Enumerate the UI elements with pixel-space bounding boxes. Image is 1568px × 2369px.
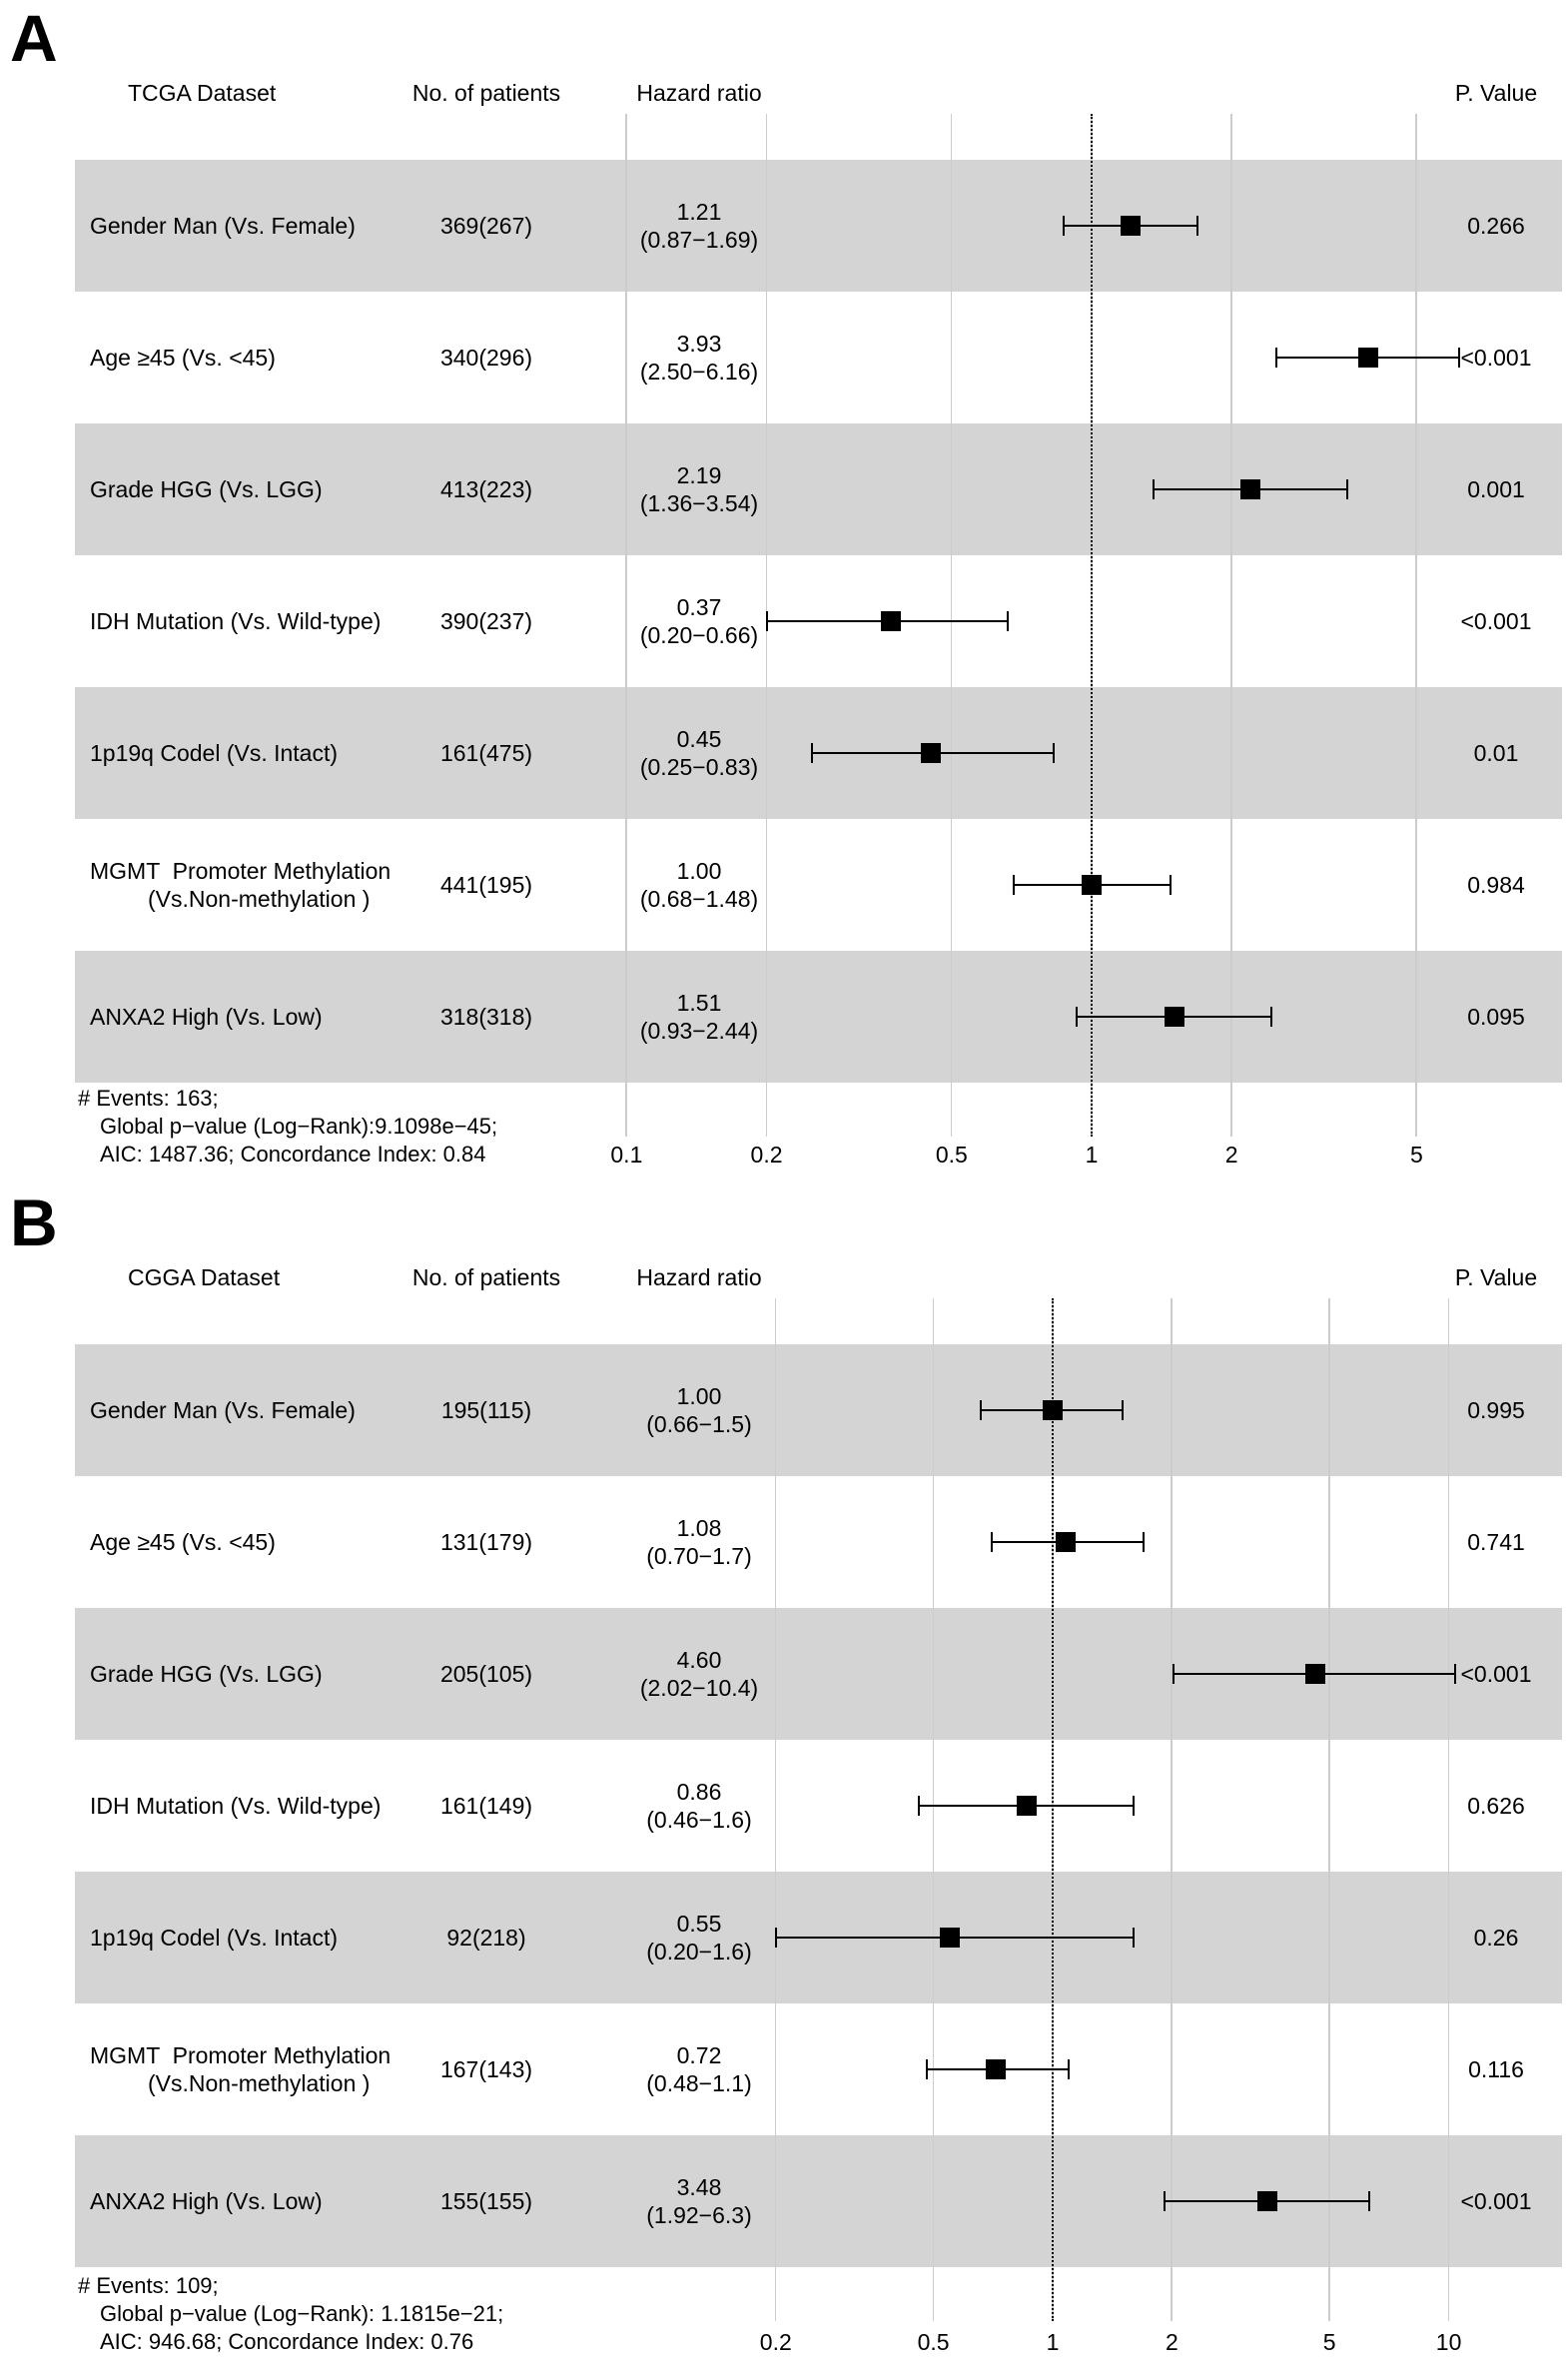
row-patients: 340(296) [439, 345, 533, 371]
row-patients: 131(179) [439, 1529, 533, 1555]
row-pvalue: 0.095 [1467, 1004, 1525, 1030]
row-label-line1: MGMT Promoter Methylation [90, 858, 392, 884]
hr-estimate-text: 0.45 [676, 726, 722, 752]
axis-tick-label: 5 [1322, 2329, 1336, 2355]
hr-ci-text: (0.93−2.44) [639, 1018, 759, 1044]
hr-ci-text: (0.68−1.48) [639, 886, 759, 912]
row-label-line1: Gender Man (Vs. Female) [90, 213, 356, 239]
hr-estimate-text: 1.51 [676, 990, 722, 1016]
row-pvalue: 0.995 [1467, 1397, 1525, 1423]
panel-b-cgga [0, 1184, 1568, 2369]
hr-estimate-text: 1.21 [676, 199, 722, 225]
row-pvalue: 0.626 [1467, 1793, 1525, 1819]
column-header-patients: No. of patients [411, 80, 561, 106]
footer-line-3: AIC: 1487.36; Concordance Index: 0.84 [100, 1142, 486, 1167]
row-pvalue: <0.001 [1460, 345, 1532, 371]
row-label-line1: ANXA2 High (Vs. Low) [90, 1004, 323, 1030]
row-label-line1: 1p19q Codel (Vs. Intact) [90, 1925, 339, 1951]
row-label-line1: Gender Man (Vs. Female) [90, 1397, 356, 1423]
hr-ci-text: (1.36−3.54) [639, 490, 759, 516]
hr-ci-text: (0.70−1.7) [646, 1543, 752, 1569]
hr-ci-text: (0.20−0.66) [639, 622, 759, 648]
footer-line-3: AIC: 946.68; Concordance Index: 0.76 [100, 2329, 474, 2354]
row-patients: 441(195) [439, 872, 533, 898]
row-patients: 155(155) [439, 2188, 533, 2214]
hr-ci-text: (0.20−1.6) [646, 1939, 752, 1965]
row-label-line2: (Vs.Non-methylation ) [148, 2070, 371, 2096]
row-label-line1: Age ≥45 (Vs. <45) [90, 345, 276, 371]
footer-line-2: Global p−value (Log−Rank): 1.1815e−21; [100, 2301, 504, 2326]
hr-estimate-text: 4.60 [676, 1647, 722, 1673]
axis-tick-label: 1 [1046, 2329, 1060, 2355]
row-label-line2: (Vs.Non-methylation ) [148, 886, 371, 912]
row-pvalue: <0.001 [1460, 608, 1532, 634]
hr-estimate-text: 0.86 [676, 1779, 722, 1805]
footer-line-1: # Events: 163; [78, 1086, 219, 1111]
row-pvalue: 0.26 [1473, 1925, 1519, 1951]
axis-tick-label: 2 [1165, 2329, 1178, 2355]
axis-tick-label: 0.1 [610, 1142, 643, 1168]
hr-estimate-text: 3.93 [676, 331, 722, 357]
hr-ci-text: (0.87−1.69) [639, 227, 759, 253]
footer-line-1: # Events: 109; [78, 2273, 219, 2298]
panel-letter: B [10, 1185, 58, 1259]
panel-a-tcga [0, 0, 1568, 1184]
row-label-line1: Grade HGG (Vs. LGG) [90, 1661, 323, 1687]
row-pvalue: 0.001 [1467, 476, 1525, 502]
column-header-pvalue: P. Value [1454, 1264, 1538, 1290]
hr-ci-text: (0.66−1.5) [646, 1411, 752, 1437]
row-pvalue: 0.266 [1467, 213, 1525, 239]
row-patients: 318(318) [439, 1004, 533, 1030]
axis-tick-label: 0.2 [750, 1142, 783, 1168]
row-pvalue: 0.116 [1468, 2056, 1524, 2082]
row-patients: 413(223) [439, 476, 533, 502]
hr-estimate-text: 1.08 [676, 1515, 722, 1541]
column-header-dataset: TCGA Dataset [128, 80, 277, 106]
hr-ci-text: (0.46−1.6) [646, 1807, 752, 1833]
row-label-line1: MGMT Promoter Methylation [90, 2042, 392, 2068]
hr-ci-text: (2.02−10.4) [639, 1675, 759, 1701]
row-label-line1: IDH Mutation (Vs. Wild-type) [90, 1793, 382, 1819]
hr-estimate-text: 1.00 [676, 1383, 722, 1409]
hr-estimate-text: 0.72 [676, 2042, 722, 2068]
column-header-pvalue: P. Value [1454, 80, 1538, 106]
row-pvalue: 0.01 [1473, 740, 1519, 766]
row-pvalue: <0.001 [1460, 2188, 1532, 2214]
row-patients: 92(218) [446, 1925, 526, 1951]
axis-tick-label: 2 [1224, 1142, 1238, 1168]
row-label-line1: Grade HGG (Vs. LGG) [90, 476, 323, 502]
hr-estimate-text: 2.19 [676, 462, 722, 488]
x-axis-labels [0, 1184, 1568, 2369]
hr-estimate-text: 3.48 [676, 2174, 722, 2200]
panel-letter: A [10, 1, 58, 75]
hr-ci-text: (2.50−6.16) [639, 359, 759, 385]
axis-tick-label: 1 [1085, 1142, 1099, 1168]
row-patients: 161(475) [439, 740, 533, 766]
axis-tick-label: 0.2 [759, 2329, 792, 2355]
row-label-line1: Age ≥45 (Vs. <45) [90, 1529, 276, 1555]
hr-estimate-text: 0.37 [676, 594, 722, 620]
row-patients: 195(115) [440, 1397, 532, 1423]
footer-line-2: Global p−value (Log−Rank):9.1098e−45; [100, 1114, 498, 1139]
hr-estimate-text: 1.00 [676, 858, 722, 884]
row-label-line1: 1p19q Codel (Vs. Intact) [90, 740, 339, 766]
x-axis-labels [0, 0, 1568, 1184]
hr-ci-text: (0.48−1.1) [646, 2070, 752, 2096]
axis-tick-label: 5 [1410, 1142, 1423, 1168]
row-patients: 161(149) [439, 1793, 533, 1819]
axis-tick-label: 0.5 [935, 1142, 968, 1168]
column-header-hazard-ratio: Hazard ratio [636, 1264, 762, 1290]
row-patients: 205(105) [439, 1661, 533, 1687]
row-label-line1: IDH Mutation (Vs. Wild-type) [90, 608, 382, 634]
hr-estimate-text: 0.55 [676, 1911, 722, 1937]
row-pvalue: 0.984 [1467, 872, 1525, 898]
row-patients: 390(237) [439, 608, 533, 634]
row-patients: 369(267) [439, 213, 533, 239]
column-header-patients: No. of patients [411, 1264, 561, 1290]
row-patients: 167(143) [439, 2056, 533, 2082]
column-header-dataset: CGGA Dataset [128, 1264, 281, 1290]
row-label-line1: ANXA2 High (Vs. Low) [90, 2188, 323, 2214]
hr-ci-text: (1.92−6.3) [646, 2202, 752, 2228]
hr-ci-text: (0.25−0.83) [639, 754, 759, 780]
column-header-hazard-ratio: Hazard ratio [636, 80, 762, 106]
axis-tick-label: 0.5 [917, 2329, 950, 2355]
row-pvalue: 0.741 [1467, 1529, 1525, 1555]
row-pvalue: <0.001 [1460, 1661, 1532, 1687]
axis-tick-label: 10 [1435, 2329, 1462, 2355]
